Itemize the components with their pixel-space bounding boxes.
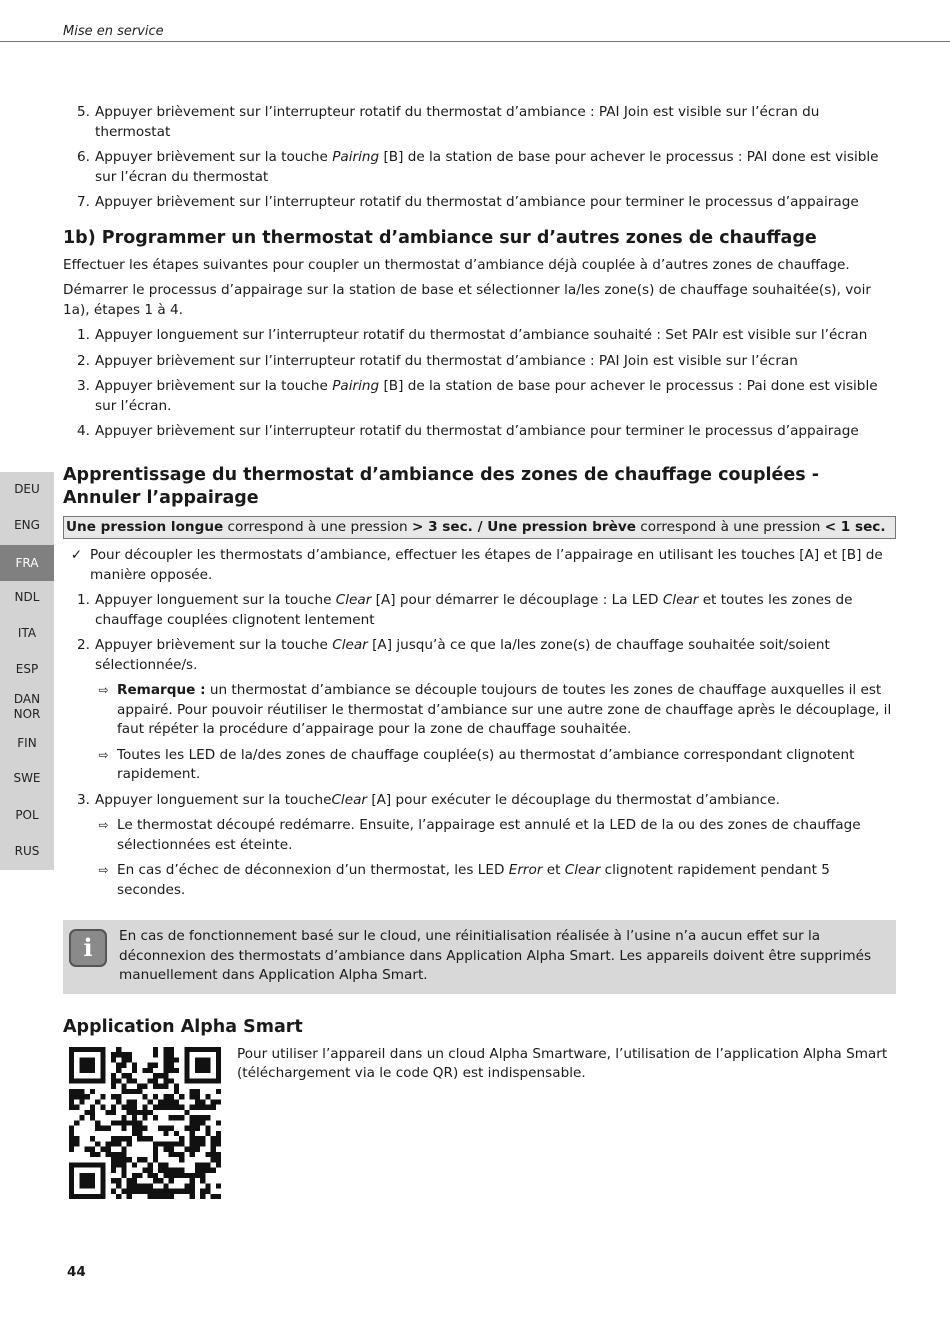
lang-tab-ndl[interactable]: NDL <box>14 590 40 604</box>
app-description: Pour utiliser l’appareil dans un cloud Alpha Smartware, l’utilisation de l’application Alpha Smart (téléchargement via le code QR) est indispensable. <box>237 1045 888 1081</box>
language-sidebar <box>0 472 54 870</box>
arrow-icon: ⇨ <box>98 863 109 877</box>
lang-tab-fin[interactable]: FIN <box>17 736 37 750</box>
sub-item: ⇨ Le thermostat découpé redémarre. Ensuite, l’appairage est annulé et la LED de la ou des zones de chauffage sélectionnées est éteinte. <box>90 816 896 855</box>
list-item: 2. Appuyer brièvement sur la touche Clear [A] jusqu’à ce que la/les zone(s) de chauffage souhaitée soit/soient sélectionnée/s. <box>77 637 830 673</box>
lang-tab-ita[interactable]: ITA <box>17 626 37 640</box>
section-heading-1b: 1b) Programmer un thermostat d’ambiance sur d’autres zones de chauffage <box>63 227 817 248</box>
lang-tab-deu[interactable]: DEU <box>14 482 40 496</box>
arrow-icon: ⇨ <box>98 683 109 697</box>
list-item: 2. Appuyer brièvement sur l’interrupteur rotatif du thermostat d’ambiance : PAI Join est visible sur l’écran <box>77 352 798 369</box>
pairing-steps-continued <box>63 103 896 213</box>
qr-code-icon <box>69 1047 221 1199</box>
press-duration-note: Une pression longue correspond à une pression > 3 sec. / Une pression brève correspond à une pression < 1 sec. <box>63 516 896 540</box>
list-item: 3. Appuyer brièvement sur la touche Pairing [B] de la station de base pour achever le processus : Pai done est visible sur l’écran. <box>77 378 878 414</box>
list-item: 5. Appuyer brièvement sur l’interrupteur rotatif du thermostat d’ambiance : PAI Join est visible sur l’écran du thermostat <box>77 104 820 140</box>
section-heading-app: Application Alpha Smart <box>63 1016 303 1037</box>
sub-item: ⇨ Toutes les LED de la/des zones de chauffage couplée(s) au thermostat d’ambiance correspondant clignotent rapidement. <box>90 746 896 785</box>
list-item: 6. Appuyer brièvement sur la touche Pairing [B] de la station de base pour achever le processus : PAI done est visible sur l’écran du thermostat <box>77 149 879 185</box>
list-item: 4. Appuyer brièvement sur l’interrupteur rotatif du thermostat d’ambiance pour terminer le processus d’appairage <box>77 423 859 439</box>
main-content <box>63 103 896 1199</box>
list-item: 3. Appuyer longuement sur la toucheClear [A] pour exécuter le découplage du thermostat d’ambiance. <box>77 791 780 808</box>
lang-tab-eng[interactable]: ENG <box>14 518 40 532</box>
arrow-icon: ⇨ <box>98 747 109 762</box>
header-rule <box>0 41 950 42</box>
lang-tab-swe[interactable]: SWE <box>13 771 41 785</box>
info-text: En cas de fonctionnement basé sur le cloud, une réinitialisation réalisée à l’usine n’a aucun effet sur la déconnexion des thermostats d’ambiance dans Application Alpha Smart. Les appareils doivent être supprimés manuellement dans Application Alpha Smart. <box>119 928 872 983</box>
checkmark-note: ✓ Pour découpler les thermostats d’ambiance, effectuer les étapes de l’appairage en utilisant les touches [A] et [B] de manière opposée. <box>63 546 896 585</box>
lang-tab-rus[interactable]: RUS <box>14 844 40 858</box>
section-heading-unpair: Apprentissage du thermostat d’ambiance des zones de chauffage couplées - Annuler l’appairage <box>63 464 820 508</box>
sub-item: ⇨ Remarque : un thermostat d’ambiance se découple toujours de toutes les zones de chauffage auxquelles il est appairé. Pour pouvoir réutiliser le thermostat d’ambiance sur une autre zone de chauffage après le découplage, il faut répéter la procédure d’appairage pour la zone de chauffage souhaitée. <box>90 681 896 740</box>
app-row <box>63 1045 896 1199</box>
lang-tab-dan-nor[interactable]: DAN NOR <box>13 692 41 721</box>
list-item: 1. Appuyer longuement sur la touche Clear [A] pour démarrer le découplage : La LED Clear et toutes les zones de chauffage couplées clignotent lentement <box>77 592 853 628</box>
info-box <box>63 920 896 994</box>
arrow-icon: ⇨ <box>98 818 109 832</box>
steps-1b <box>63 326 896 442</box>
info-icon: i <box>69 929 107 967</box>
page-number: 44 <box>67 1264 86 1280</box>
lang-tab-esp[interactable]: ESP <box>15 662 39 676</box>
list-item: 7. Appuyer brièvement sur l’interrupteur rotatif du thermostat d’ambiance pour terminer le processus d’appairage <box>77 194 859 210</box>
paragraph: Effectuer les étapes suivantes pour coupler un thermostat d’ambiance déjà couplée à d’autres zones de chauffage. <box>63 256 850 273</box>
page-header-title: Mise en service <box>63 24 164 39</box>
paragraph: Démarrer le processus d’appairage sur la station de base et sélectionner la/les zone(s) de chauffage souhaitée(s), voir 1a), étapes 1 à 4. <box>63 282 871 318</box>
list-item: 1. Appuyer longuement sur l’interrupteur rotatif du thermostat d’ambiance souhaité : Set PAIr est visible sur l’écran <box>77 327 868 343</box>
checkmark-icon: ✓ <box>70 547 83 563</box>
sub-item: ⇨ En cas d’échec de déconnexion d’un thermostat, les LED Error et Clear clignotent rapidement pendant 5 secondes. <box>90 861 896 900</box>
lang-tab-fra[interactable]: FRA <box>0 545 54 581</box>
lang-tab-pol[interactable]: POL <box>15 808 39 822</box>
